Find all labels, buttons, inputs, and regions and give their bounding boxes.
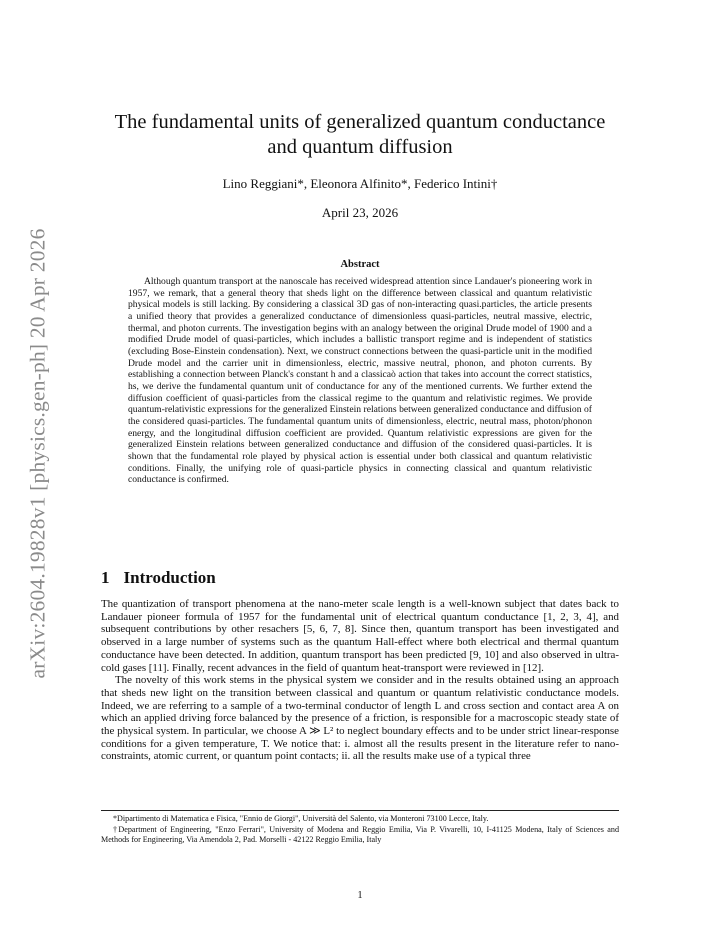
abstract-text: Although quantum transport at the nanoscale has received widespread attention since Landauer's pioneering work in 1957, we remark, that a general theory that sheds light on the difference between classical and quantum relativistic physical models is still lacking. By considering a classical 3D gas of non-interacting quasi.particles, the article presents a unified theory that provides a generalized conductance of dimensionless quasi-particles, neutral massive, electric, thermal, and photon currents. The investigation begins with an analogy between the original Drude model of 1900 and a modified Drude model of quasi-particles, which includes a ballistic transport regime and is independent of statistics (excluding Bose-Einstein condensation). Next, we construct connections between the quasi-particle unit in the modified Drude model and the carrier unit in dimensionless, electric, massive neutral, phonon, and photon currents. By establishing a connection between Planck's constant h and a classicaò action that takes into account the correct statistics, hs, we derive the fundamental quantum unit of conductance for any of the mentioned currents. We further extend the diffusion coefficient of quasi-particles from the classical regime to the quantum and relativistic regimes. We provide quantum-relativistic expressions for the generalized Einstein relations between generalized conductance and diffusion of the considered quasi-particles. The fundamental quantum units of dimensionless, electric, neutral mass, photon/phonon energy, and the longitudinal diffusion coefficient are provided. Quantum relativistic expressions are given for the generalized Einstein relations between generalized conductance and diffusion of the considered quasi-particles. It is shown that the fundamental role played by physical action is essential under both classical and quantum relativistic conditions. Finally, the unifying role of quasi-particle physics in connecting classical and quantum relativistic conductance is confirmed. — [128, 276, 592, 486]
section-number: 1 — [101, 568, 110, 587]
paragraph-2: The novelty of this work stems in the physical system we consider and in the results obtained using an approach that sheds new light on the transition between classical and quantum or quantum relativistic conductance models. Indeed, we are referring to a sample of a two-terminal conductor of length L and cross section and contact area A on which an applied driving force balanced by the presence of a friction, is responsible for a macroscopic steady state of the physical system. In particular, we choose A ≫ L² to neglect boundary effects and to be under strict linear-response conditions for a given temperature, T. We notice that: i. almost all the results present in the literature refer to nano-constraints, atomic current, or quantum point contacts; ii. all the results make use of a typical three — [101, 674, 619, 763]
title-line-1: The fundamental units of generalized quantum conductance — [114, 111, 606, 133]
page-number: 1 — [357, 890, 363, 901]
introduction-body — [101, 598, 619, 763]
footnotes — [101, 810, 619, 846]
section-title: Introduction — [123, 568, 216, 587]
authors: Lino Reggiani*, Eleonora Alfinito*, Federico Intini† — [222, 176, 498, 191]
arxiv-stamp — [20, 218, 56, 688]
date: April 23, 2026 — [321, 205, 399, 220]
paper-title — [100, 110, 620, 160]
abstract-heading: Abstract — [340, 259, 380, 270]
arxiv-stamp-text: arXiv:2604.19828v1 [physics.gen-ph] 20 Apr 2026 — [25, 227, 50, 679]
section-heading — [101, 568, 216, 588]
paragraph-1: The quantization of transport phenomena at the nano-meter scale length is a well-known subject that dates back to Landauer pioneer formula of 1957 for the fundamental unit of electrical quantum conductance [1, 2, 3, 4], and subsequent contributions by other resachers [5, 6, 7, 8]. Since then, quantum transport has been investigated and observed in a large number of systems such as the quantum Hall-effect where both electrical and thermal quantum conductance have been detected. In addition, quantum transport has been predicted [9, 10] and also observed in ultra-cold gases [11]. Finally, recent advances in the field of quantum heat-transport were reviewed in [12]. — [101, 598, 619, 674]
footnote-1: *Dipartimento di Matematica e Fisica, "Ennio de Giorgi", Università del Salento, via Monteroni 73100 Lecce, Italy. — [113, 814, 489, 823]
title-line-2: and quantum diffusion — [267, 136, 453, 158]
footnote-2: †Department of Engineering, "Enzo Ferrari", University of Modena and Reggio Emilia, Via P. Vivarelli, 10, I-41125 Modena, Italy of Sciences and Methods for Engineering, Via Amendola 2, Pad. Morselli - 42122 Reggio Emilia, Italy — [101, 824, 619, 844]
